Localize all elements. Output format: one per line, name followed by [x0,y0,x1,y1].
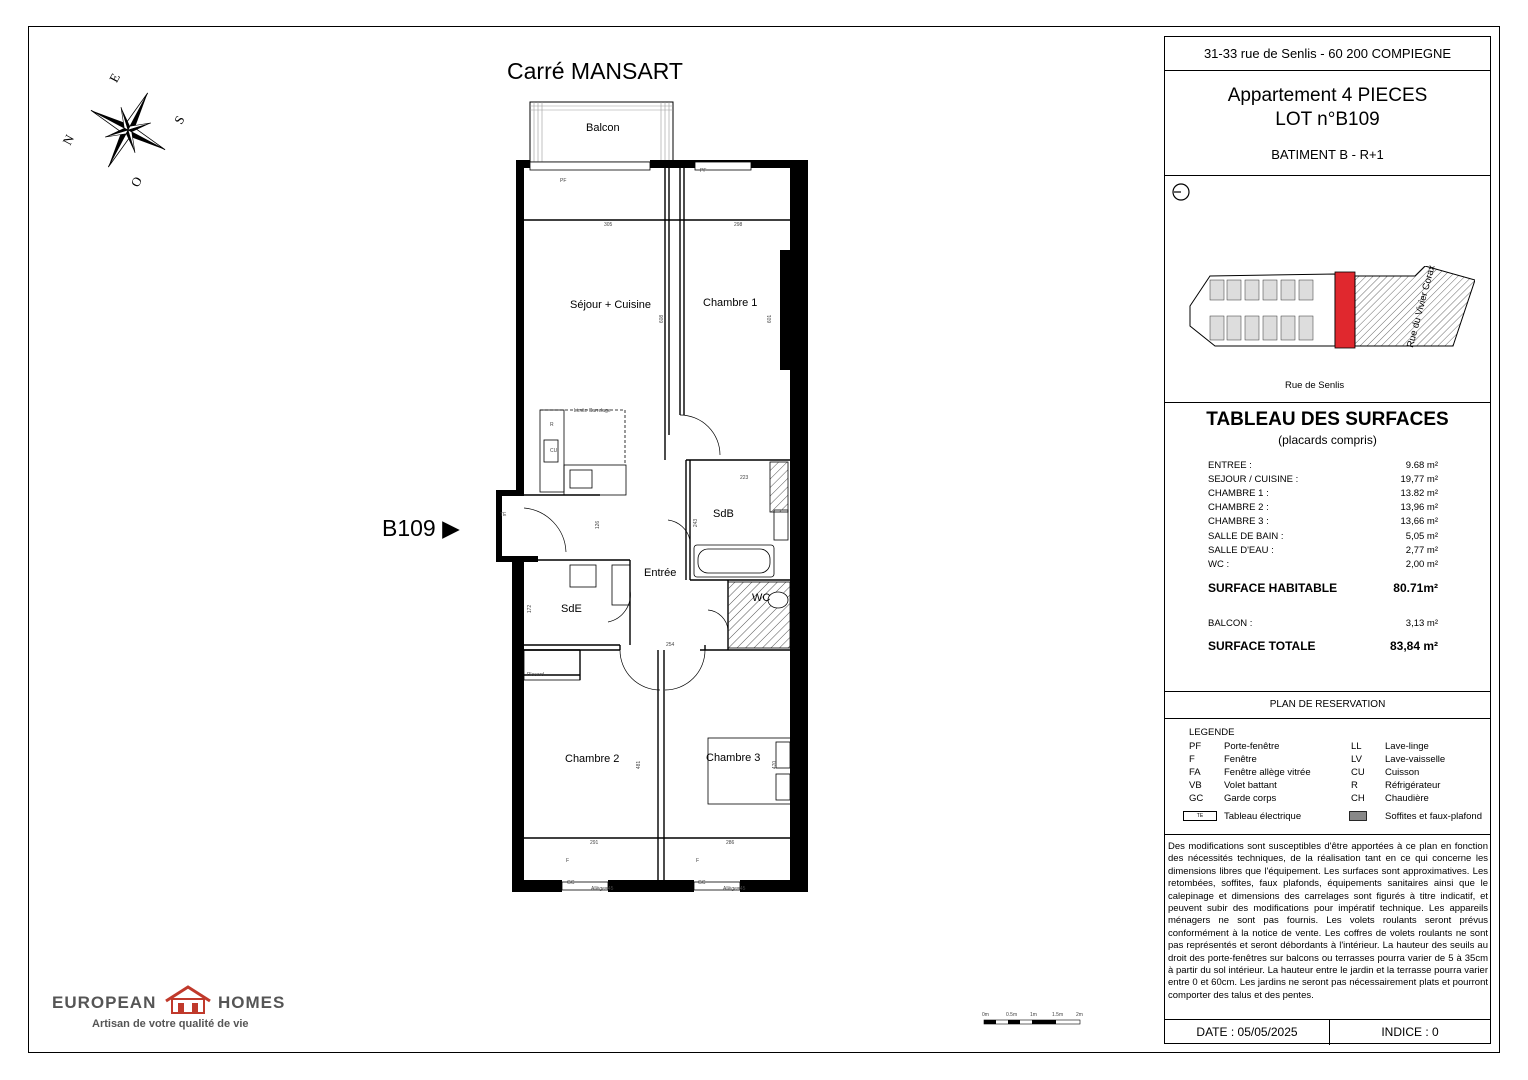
compass-n: N [59,132,78,148]
room-chambre1: Chambre 1 [703,297,758,309]
dim-ch2-w: 291 [590,840,599,846]
legend-text: Fenêtre allège vitrée [1224,767,1311,778]
building-floor: BATIMENT B - R+1 [1271,147,1384,162]
compass-o: O [127,174,146,190]
plan-type: PLAN DE RESERVATION [1269,699,1386,710]
allege-label-2: Allège=45 [723,886,746,892]
legend-code: R [1351,780,1358,791]
surface-label: SALLE DE BAIN : [1208,531,1284,542]
legend-text: Soffites et faux-plafond [1385,811,1482,822]
r-label: R [550,422,554,428]
legend-title: LEGENDE [1189,727,1235,738]
legend-text: Lave-vaisselle [1385,754,1446,765]
cu-label: CU [550,448,558,454]
surface-row-chambre2 [1208,502,1438,515]
room-wc: WC [752,592,771,604]
legend-text: Tableau électrique [1224,811,1302,822]
surface-habitable-value: 80.71m² [1393,581,1438,595]
scale-label-3: 1.5m [1052,1012,1064,1018]
surface-totale-value: 83,84 m² [1389,639,1438,653]
surface-row-chambre3 [1208,516,1438,529]
balcon-label: BALCON : [1208,618,1253,629]
legend-code: GC [1189,793,1204,804]
dim-sejour-h: 608 [659,314,666,324]
title-block [1164,36,1491,1044]
legend-text: Réfrigérateur [1385,780,1441,791]
gc-label-2: GC [698,880,706,886]
room-sde: SdE [561,603,582,615]
surface-label: ENTREE : [1208,460,1252,471]
surface-row-entree [1208,460,1438,473]
surface-value: 19,77 m² [1400,474,1438,485]
f-label-1: F [566,858,570,864]
footer-row [1165,1019,1490,1044]
legend-text: Garde corps [1224,793,1277,804]
surfaces-subtitle: (placards compris) [1278,433,1377,447]
lot-number: LOT n°B109 [1275,109,1380,130]
address-row [1165,37,1490,71]
disclaimer: Des modifications sont susceptibles d'être apportées à ce plan en fonction des nécessités techniques, de la réalisation tant en ce qui concerne les dimensions libres que l'équipement. Les surfaces sont approximatives. Les retombées, soffites, faux plafonds, équipements sanitaires ainsi que le calepinage et dimensions des carrelages sont figurés à titre indicatif, et peuvent subir des modifications pour impératif technique. Les appareils ménagers ne sont pas fournis. Les volets roulants seront prévus conformément à la notice de vente. Les coffres de volets roulants ne sont pas représentés et seront débordants à l'intérieur. La hauteur des seuils au droit des porte-fenêtres sur balcons ou terrasses pourra varier de 5 à 35cm à partir du sol intérieur. La hauteur entre le jardin et la terrasse pourra varier entre 0 et 60cm. Les jardins ne seront pas nécessairement plats et pourront comporter des talus et des pentes. [1168,841,1488,1001]
placard-label: Placard [527,672,544,678]
room-chambre2: Chambre 2 [565,753,620,765]
legend-text: Cuisson [1385,767,1420,778]
scale-label-4: 2m [1076,1012,1083,1018]
compass-icon [60,62,190,192]
soffite-hatch-icon [1349,811,1367,821]
dim-entree: 126 [595,520,602,530]
surface-value: 2,00 m² [1405,559,1438,570]
legend-text: Porte-fenêtre [1224,741,1280,752]
scale-label-0: 0m [982,1012,989,1018]
legend-code: PF [1189,741,1202,752]
surface-label: CHAMBRE 1 : [1208,488,1269,499]
dim-ch2-h: 481 [636,760,643,770]
surfaces-title: TABLEAU DES SURFACES [1206,409,1449,430]
site-plan-section [1165,175,1490,403]
surface-totale-label: SURFACE TOTALE [1208,639,1316,653]
street-vivier-corax: Rue du Vivier Corax [1405,264,1438,349]
surface-label: SEJOUR / CUISINE : [1208,474,1299,485]
compass-e: E [106,70,124,85]
legend-text: Volet battant [1224,780,1277,791]
surface-row-sde [1208,545,1438,558]
te-legend-box [1183,811,1217,821]
legend-code: FA [1189,767,1201,778]
compass-rose [60,62,190,192]
surface-habitable-label: SURFACE HABITABLE [1208,581,1338,595]
lot-arrow-label: B109 ▶ [382,515,460,541]
room-chambre3: Chambre 3 [706,752,761,764]
te-legend-code: TE [1196,813,1204,819]
surface-value: 13.82 m² [1400,488,1438,499]
brand-tagline: Artisan de votre qualité de vie [92,1018,249,1030]
surface-label: CHAMBRE 3 : [1208,516,1269,527]
legend-code: LL [1351,741,1362,752]
surface-row-chambre1 [1208,488,1438,501]
surface-habitable-row [1208,581,1438,597]
dim-ch3-h: 470 [772,760,779,770]
room-sdb: SdB [713,508,734,520]
surface-value: 9.68 m² [1405,460,1438,471]
allege-label-1: Allège=45 [591,886,614,892]
address: 31-33 rue de Senlis - 60 200 COMPIEGNE [1203,46,1452,61]
room-balcon: Balcon [586,122,620,134]
scale-label-2: 1m [1030,1012,1037,1018]
f-label-2: F [696,858,700,864]
dim-couloir: 254 [666,642,675,648]
limite-carrelage-label: Limite Carrelage [574,408,611,414]
apartment-type: Appartement 4 PIECES [1227,85,1428,106]
brand-name-right: HOMES [218,993,286,1012]
residence-title: Carré MANSART [507,58,683,84]
surface-value: 2,77 m² [1405,545,1438,556]
compass-s: S [170,113,188,127]
legend-section [1165,719,1490,835]
dim-sejour-w: 305 [604,222,613,228]
legend-code: LV [1351,754,1362,765]
scale-bar [982,1012,1092,1026]
street-senlis: Rue de Senlis [1285,380,1345,391]
legend-code: CH [1351,793,1365,804]
surface-value: 13,66 m² [1400,516,1438,527]
surface-label: WC : [1208,559,1230,570]
pf-label-1: PF [560,178,567,184]
brand-name-left: EUROPEAN [52,993,157,1012]
surface-row-sejour [1208,474,1438,487]
surface-label: CHAMBRE 2 : [1208,502,1269,513]
room-sejour: Séjour + Cuisine [570,299,652,311]
scale-label-1: 0.5m [1006,1012,1018,1018]
surface-row-wc [1208,559,1438,572]
legend-code: F [1189,754,1195,765]
brand-logo [52,985,292,1035]
legend-code: CU [1351,767,1365,778]
floor-plan [480,90,820,910]
legend-code: VB [1189,780,1202,791]
te-label: TE [500,512,507,518]
surface-value: 5,05 m² [1405,531,1438,542]
balcon-value: 3,13 m² [1405,618,1438,629]
dim-sdb: 243 [693,518,700,528]
dim-sde: 172 [527,604,534,614]
dim-ch3-w: 286 [726,840,735,846]
surface-row-sdb [1208,531,1438,544]
room-entree: Entrée [644,567,677,579]
legend-text: Chaudière [1385,793,1429,804]
date: DATE : 05/05/2025 [1196,1025,1298,1039]
surface-totale-row [1208,639,1438,655]
indice: INDICE : 0 [1381,1025,1439,1039]
dim-ch1-h: 601 [767,314,774,324]
house-logo-icon [164,985,212,1015]
dim-ch1-w: 298 [734,222,743,228]
surface-value: 13,96 m² [1400,502,1438,513]
balcon-row [1208,618,1438,631]
surface-label: SALLE D'EAU : [1208,545,1274,556]
dim-sdb-w: 223 [740,475,749,481]
gc-label-1: GC [567,880,575,886]
legend-text: Lave-linge [1385,741,1429,752]
site-compass-icon [1171,182,1191,202]
pf-label-2: PF [700,168,707,174]
legend-text: Fenêtre [1224,754,1257,765]
plan-type-row [1165,691,1490,719]
